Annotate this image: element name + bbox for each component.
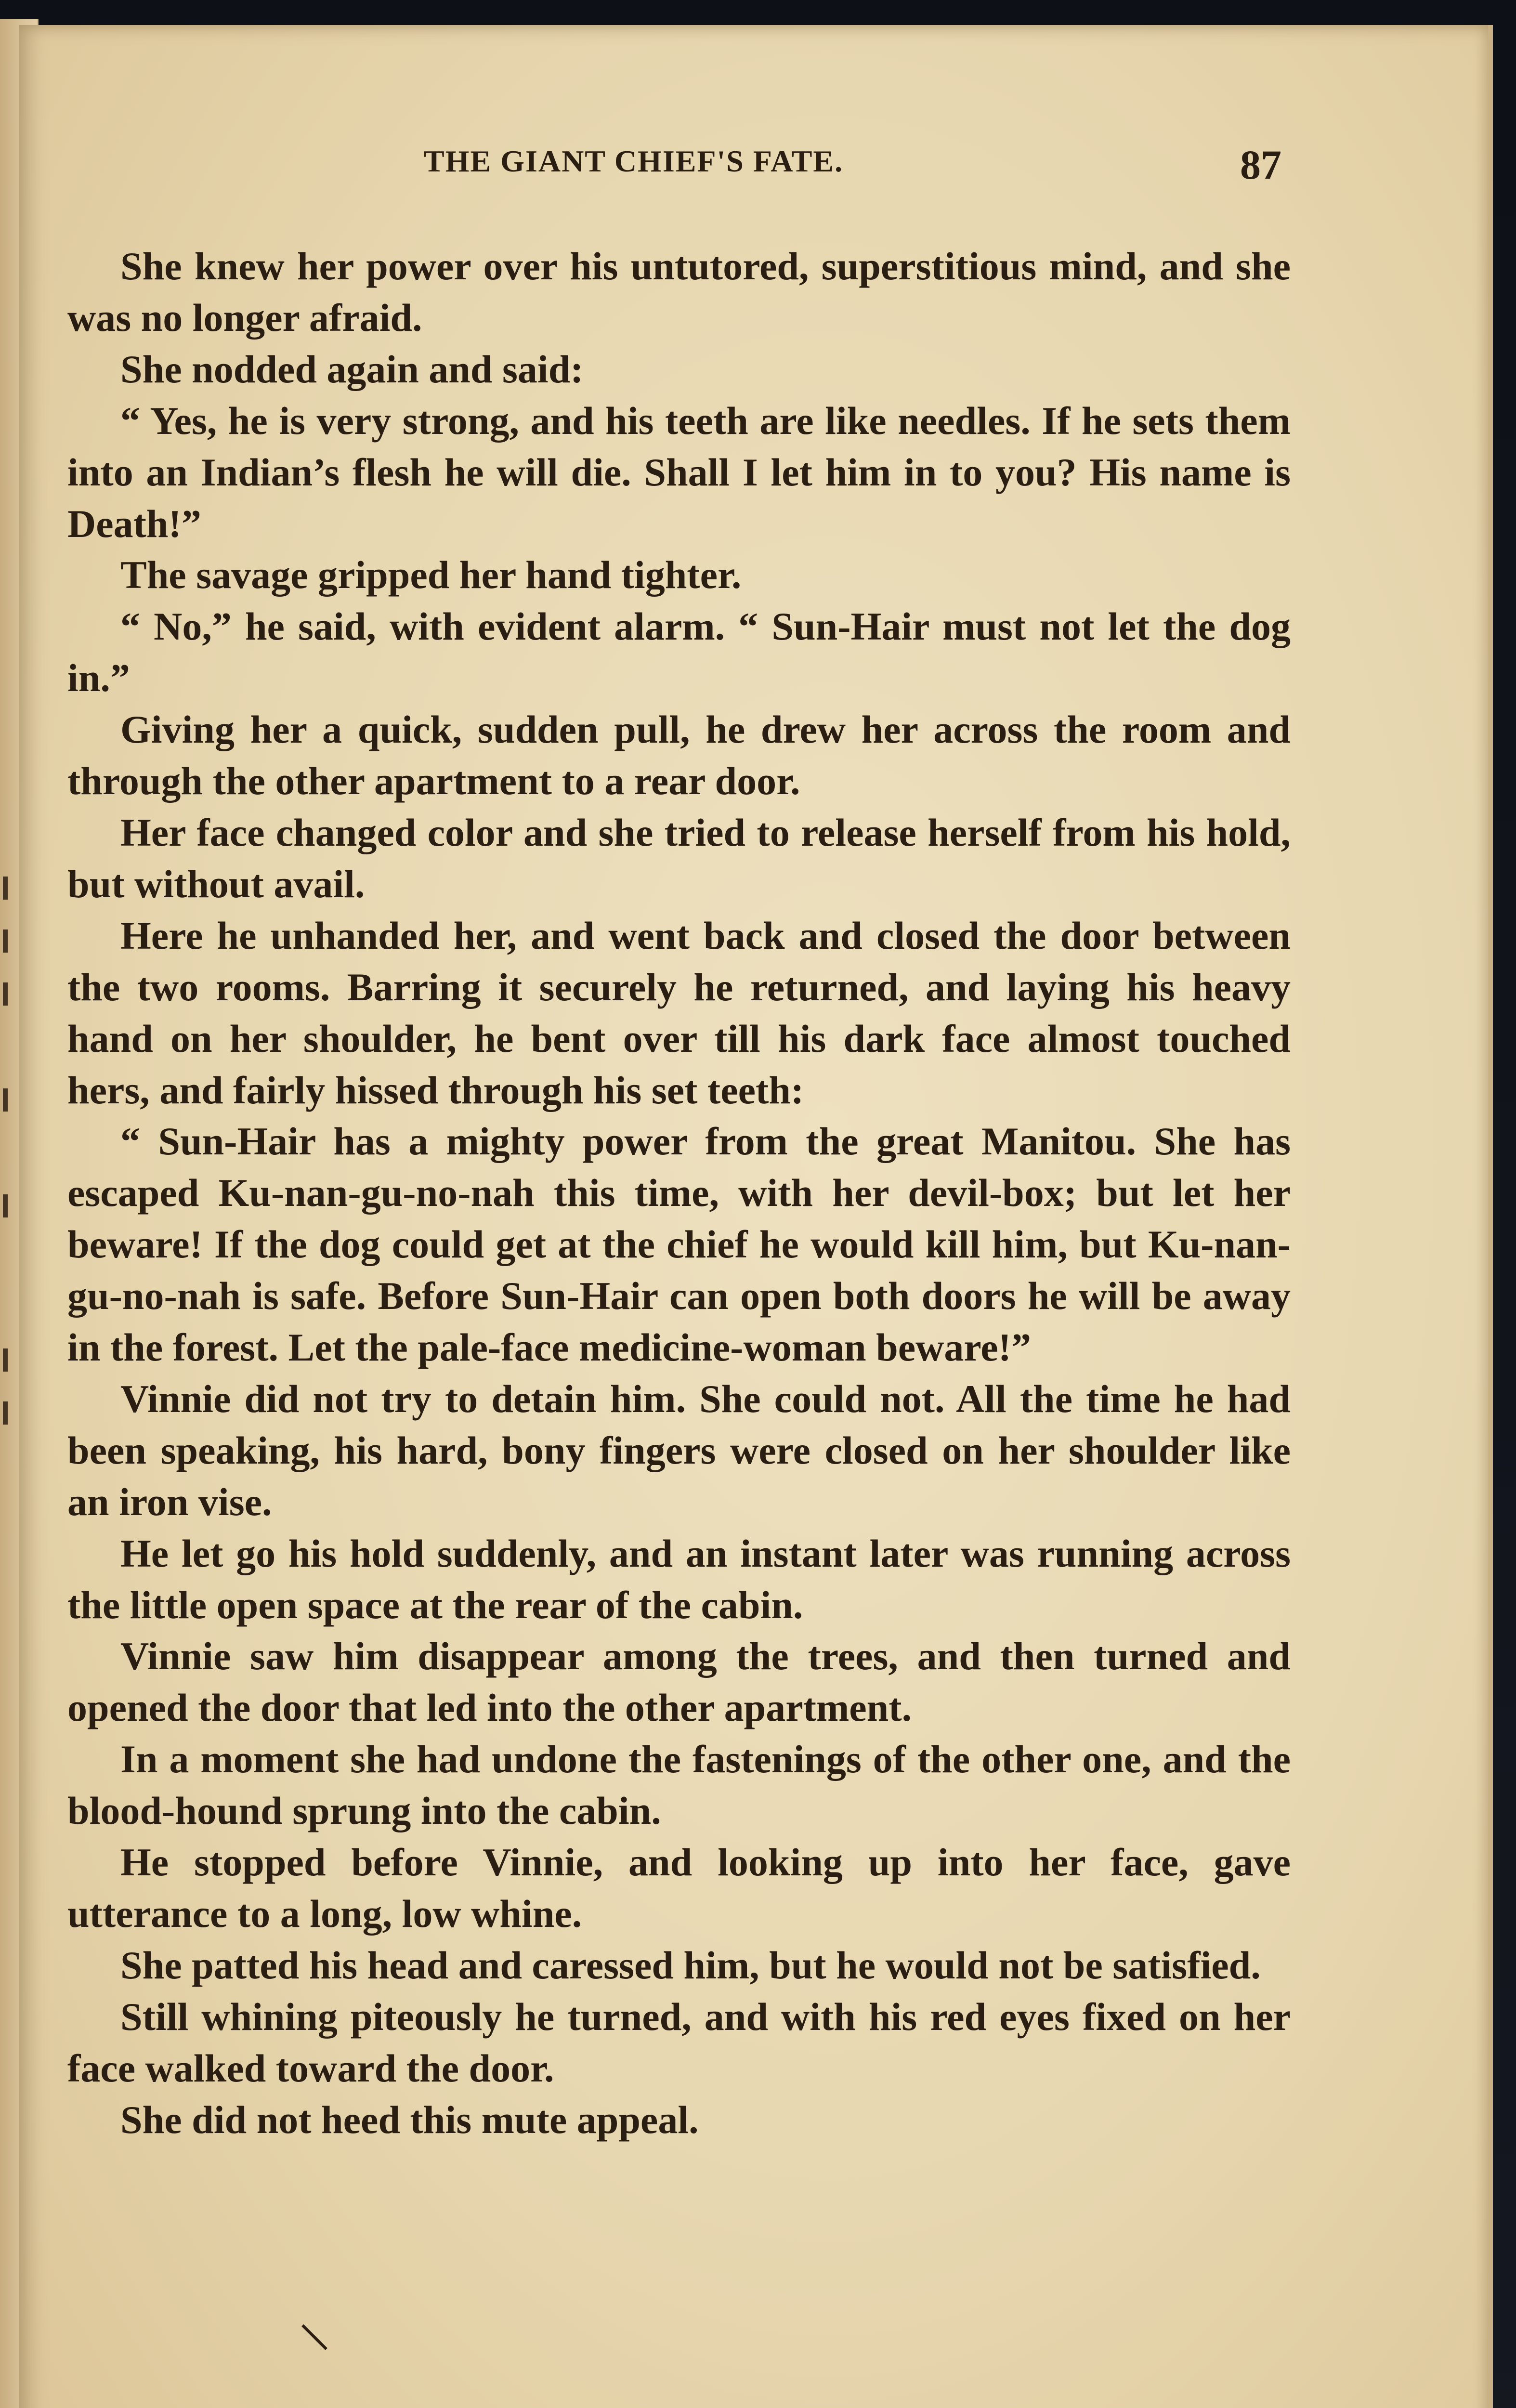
paragraph: “ Sun-Hair has a mighty power from the great Manitou. She has escaped Ku-nan-gu-no-nah this time, with her devil-box; but let her beware! If the dog could get at the chief he would kill him, but Ku-nan-gu-no-nah is safe. Before Sun-Hair can open both doors he will be away in the forest. Let the pale-face medicine-woman beware!”: [67, 1119, 1291, 1370]
body-text: [67, 241, 1291, 2146]
paragraph: Vinnie saw him disappear among the trees, and then turned and opened the door that led into the other apartment.: [67, 1634, 1291, 1730]
margin-mark: [3, 1401, 8, 1425]
paragraph: Her face changed color and she tried to release herself from his hold, but without avail.: [67, 810, 1291, 906]
page-number: 87: [1240, 142, 1281, 188]
paragraph: She patted his head and caressed him, but he would not be satisfied.: [120, 1943, 1261, 1987]
paragraph: He stopped before Vinnie, and looking up into her face, gave utterance to a long, low whine.: [67, 1840, 1291, 1936]
paragraph: Giving her a quick, sudden pull, he drew her across the room and through the other apartment to a rear door.: [67, 707, 1291, 803]
paragraph: She did not heed this mute appeal.: [120, 2097, 699, 2142]
paragraph: He let go his hold suddenly, and an instant later was running across the little open space at the rear of the cabin.: [67, 1531, 1291, 1627]
margin-mark: [3, 929, 8, 953]
paragraph: The savage gripped her hand tighter.: [120, 553, 742, 597]
margin-mark: [3, 877, 8, 900]
paragraph: Here he unhanded her, and went back and closed the door between the two rooms. Barring it securely he returned, and laying his heavy hand on her shoulder, he bent over till his dark face almost touched hers, and fairly hissed through his set teeth:: [67, 913, 1291, 1112]
margin-mark: [3, 982, 8, 1006]
paragraph: “ No,” he said, with evident alarm. “ Sun-Hair must not let the dog in.”: [67, 604, 1291, 700]
margin-mark: [3, 1194, 8, 1217]
paragraph: She knew her power over his untutored, superstitious mind, and she was no longer afraid.: [67, 244, 1291, 340]
paragraph: Vinnie did not try to detain him. She could not. All the time he had been speaking, his hard, bony fingers were closed on her shoulder like an iron vise.: [67, 1376, 1291, 1524]
margin-mark: [3, 1088, 8, 1112]
margin-mark: [3, 1348, 8, 1372]
running-head: THE GIANT CHIEF'S FATE.: [424, 144, 844, 178]
paragraph: In a moment she had undone the fastenings of the other one, and the blood-hound sprung into the cabin.: [67, 1737, 1291, 1833]
left-margin-marks: [0, 0, 67, 2408]
paragraph: She nodded again and said:: [120, 347, 584, 391]
paragraph: Still whining piteously he turned, and with his red eyes fixed on her face walked toward the door.: [67, 1994, 1291, 2090]
paragraph: “ Yes, he is very strong, and his teeth are like needles. If he sets them into an Indian’s flesh he will die. Shall I let him in to you? His name is Death!”: [67, 398, 1291, 546]
